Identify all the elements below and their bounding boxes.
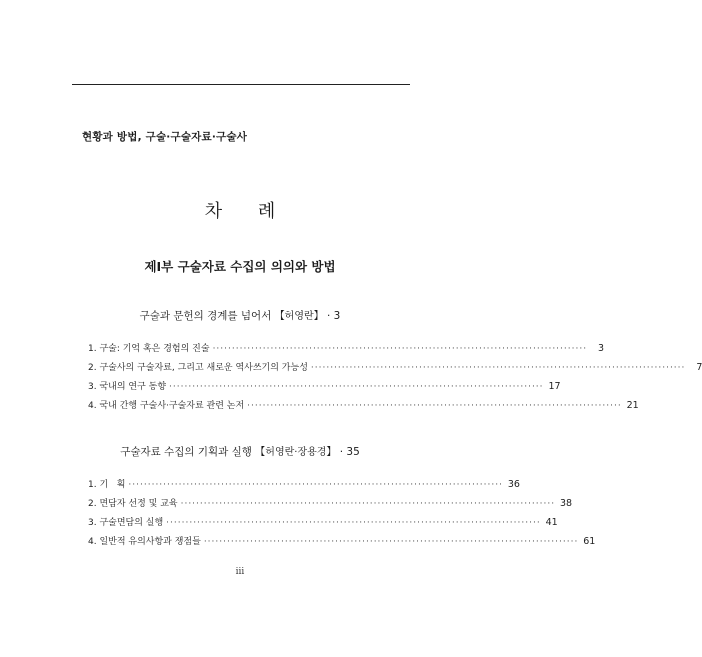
toc-entry[interactable] (88, 496, 573, 510)
chapter-page: · 3 (323, 310, 341, 322)
entry-title: 4. 일반적 유의사항과 쟁점들 (88, 537, 201, 547)
top-rule (72, 84, 410, 85)
chapter-heading-2[interactable] (0, 443, 480, 459)
entry-page: 41 (545, 517, 558, 528)
dot-leader: ································································································· (212, 344, 588, 354)
toc-entry[interactable] (88, 534, 596, 548)
dot-leader: ································································································· (169, 382, 544, 392)
entry-title: 1. 기 획 (88, 480, 126, 490)
chapter-title: 구술과 문헌의 경계를 넘어서 (139, 310, 275, 322)
toc-entry[interactable] (88, 341, 605, 355)
entry-title: 4. 국내 간행 구술사·구술자료 관련 논저 (88, 401, 245, 411)
dot-leader: ································································································· (128, 480, 503, 490)
dot-leader: ································································································· (247, 401, 622, 411)
chapter-author: 【허영란·장용경】 (255, 447, 337, 458)
entry-page: 17 (548, 381, 561, 392)
chapter-heading-1[interactable] (0, 307, 480, 323)
toc-entry[interactable] (88, 477, 520, 491)
dot-leader: ································································································· (166, 518, 541, 528)
page-number: iii (235, 567, 245, 577)
entry-page: 61 (583, 536, 596, 547)
dot-leader: ································································································· (180, 499, 556, 509)
chapter-page: · 35 (336, 446, 360, 458)
entry-title: 3. 구술면담의 실행 (88, 518, 164, 528)
chapter-title: 구술자료 수집의 기획과 실행 (120, 446, 256, 458)
toc-entry[interactable] (88, 515, 558, 529)
toc-entry[interactable] (88, 360, 702, 374)
entry-page: 3 (598, 343, 605, 354)
running-head: 현황과 방법, 구술·구술자료·구술사 (82, 131, 248, 143)
entry-title: 2. 구술사의 구술자료, 그리고 새로운 역사쓰기의 가능성 (88, 363, 308, 373)
entry-page: 21 (626, 400, 639, 411)
entry-page: 7 (696, 362, 702, 373)
chapter-author: 【허영란】 (274, 311, 324, 322)
part-title: 제Ⅰ부 구술자료 수집의 의의와 방법 (144, 259, 336, 274)
entry-page: 36 (507, 479, 520, 490)
dot-leader: ································································································· (203, 537, 579, 547)
entry-page: 38 (560, 498, 573, 509)
entry-title: 1. 구술: 기억 혹은 경험의 진술 (88, 344, 210, 354)
entry-title: 3. 국내의 연구 동향 (88, 382, 167, 392)
toc-entry[interactable] (88, 379, 561, 393)
toc-entry[interactable] (88, 398, 639, 412)
dot-leader: ································································································· (310, 363, 686, 373)
entry-title: 2. 면담자 선정 및 교육 (88, 499, 178, 509)
toc-title: 차 례 (204, 201, 276, 222)
